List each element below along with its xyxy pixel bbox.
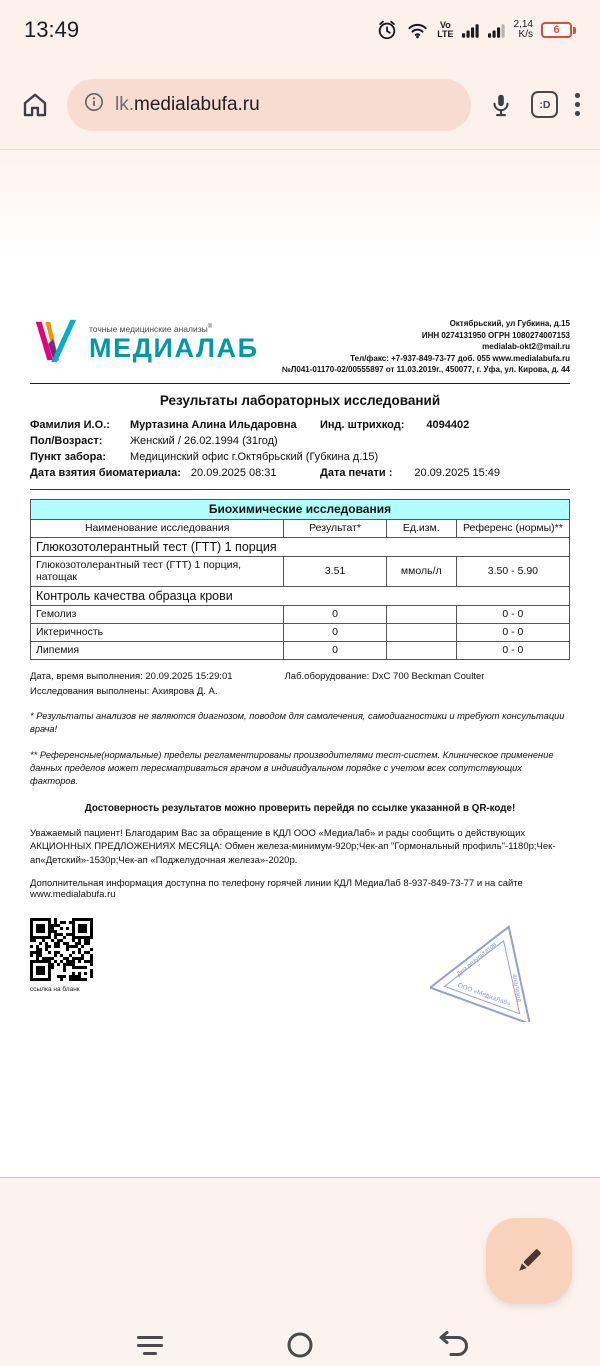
cell-reference: 0 - 0: [456, 623, 569, 641]
qr-code: [30, 918, 93, 981]
cell-name: Иктеричность: [31, 623, 284, 641]
lab-stamp: [430, 918, 556, 1027]
column-header: Результат*: [284, 519, 386, 537]
barcode-value: 4094402: [426, 418, 470, 431]
cell-name: Глюкозотолерантный тест (ГТТ) 1 порция, натощак: [31, 556, 284, 586]
medialab-logo-mark-icon: [30, 318, 80, 369]
site-info-icon[interactable]: [84, 92, 104, 117]
point-label: Пункт забора:: [30, 450, 107, 463]
table-group-title: Глюкозотолерантный тест (ГТТ) 1 порция: [31, 537, 570, 556]
tab-switcher-button[interactable]: [531, 91, 558, 118]
disclaimer-1: * Результаты анализов не являются диагнозом, поводом для самолечения, самодиагностики и требуют консультации врача!: [30, 710, 565, 734]
edit-fab-button[interactable]: [486, 1218, 572, 1304]
cell-unit: [386, 641, 456, 659]
cell-name: Липемия: [31, 641, 284, 659]
patient-name-label: Фамилия И.О.:: [30, 418, 110, 431]
home-nav-button[interactable]: [278, 1323, 322, 1366]
execution-meta: [30, 671, 570, 682]
lab-report-document: [0, 292, 600, 1177]
signal-bars-icon-sim2: [488, 22, 506, 39]
cell-name: Гемолиз: [31, 605, 284, 623]
cell-unit: [386, 623, 456, 641]
table-row: [31, 605, 570, 623]
table-row: [31, 556, 570, 586]
lab-equipment: Лаб.оборудование: DxC 700 Beckman Coulter: [284, 670, 485, 682]
promo-text: Уважаемый пациент! Благодарим Вас за обращение в КДЛ ООО «МедиаЛаб» и рады сообщить о действующих АКЦИОННЫХ ПРЕДЛОЖЕНИЯХ МЕСЯЦА: Обмен железа-минимум-920р;Чек-ап "Гормональный профиль"-1180р;Чек-ап«Детский»-1530р;Чек-ап «Поджелудочная железа»-2020р.: [30, 828, 556, 866]
page-top-margin: [0, 150, 600, 292]
bottom-area: [0, 1178, 600, 1312]
org-contact-line: №Л041-01170-02/00555897 от 11.03.2019г., 450077, г. Уфа, ул. Кирова, д. 44: [281, 365, 570, 375]
tab-count-badge: :D: [539, 98, 551, 111]
cell-reference: 0 - 0: [456, 605, 569, 623]
signal-bars-icon-sim1: [462, 22, 480, 39]
stamp-text-bottom: ООО «МедиаЛаб»: [456, 982, 512, 1008]
biomaterial-date-label: Дата взятия биоматериала:: [30, 466, 181, 479]
table-row: [31, 623, 570, 641]
extra-info-text: Дополнительная информация доступна по телефону горячей линии КДЛ МедиаЛаб 8-937-849-73-77 и на сайте www.medialabufa.ru: [30, 877, 523, 900]
org-contact-line: ИНН 0274131950 ОГРН 1080274007153: [421, 330, 570, 340]
qr-block: [30, 918, 93, 993]
recents-icon: [128, 1323, 172, 1366]
battery-icon: [541, 22, 576, 38]
medialab-logo: [30, 318, 259, 369]
logo-tagline: точные медицинские анализы®: [89, 324, 213, 335]
org-contact-line: Тел/факс: +7-937-849-73-77 доб. 055 www.medialabufa.ru: [350, 353, 570, 363]
column-header: Наименование исследования: [31, 519, 284, 537]
dates-row: [30, 467, 570, 479]
clock-time: 13:49: [24, 17, 80, 42]
execution-datetime: Дата, время выполнения: 20.09.2025 15:29:01: [30, 670, 233, 682]
network-speed: 2,14 K/s: [513, 18, 533, 40]
sex-label: Пол/Возраст:: [30, 434, 103, 447]
cell-unit: [386, 605, 456, 623]
cell-result: 0: [284, 605, 386, 623]
patient-name-value: Муртазина Алина Ильдаровна: [130, 418, 297, 431]
performed-by: Исследования выполнены: Ахиярова Д. А.: [30, 685, 218, 697]
recents-button[interactable]: [128, 1323, 172, 1366]
biomaterial-date-value: 20.09.2025 08:31: [190, 466, 277, 479]
table-row: [31, 641, 570, 659]
results-table-body: [31, 537, 570, 659]
patient-name-row: [30, 419, 570, 431]
print-date-value: 20.09.2025 15:49: [414, 466, 501, 479]
address-bar[interactable]: [67, 79, 471, 131]
voice-search-button[interactable]: [488, 90, 514, 120]
cell-unit: ммоль/л: [386, 556, 456, 586]
point-value: Медицинский офис г.Октябрьский (Губкина д.15): [130, 450, 379, 463]
report-header: [30, 318, 570, 384]
cell-reference: 0 - 0: [456, 641, 569, 659]
pencil-icon: [510, 1242, 548, 1280]
browser-menu-button[interactable]: [575, 93, 580, 116]
cell-result: 0: [284, 623, 386, 641]
url-text: lk.medialabufa.ru: [115, 93, 260, 115]
sex-value: Женский / 26.02.1994 (31год): [130, 434, 278, 447]
stamp-text-left: Для результатов: [455, 940, 498, 979]
home-button[interactable]: [20, 90, 50, 120]
cell-result: 0: [284, 641, 386, 659]
table-section-title: Биохимические исследования: [30, 499, 570, 519]
qr-caption: ссылка на бланк: [30, 985, 80, 993]
back-arrow-icon: [428, 1323, 472, 1366]
patient-info: [30, 419, 570, 490]
org-contact-block: [282, 318, 570, 376]
qr-stamp-row: [30, 918, 570, 1027]
print-date-label: Дата печати :: [320, 466, 393, 479]
wifi-icon: [406, 20, 429, 40]
home-circle-icon: [278, 1323, 322, 1366]
column-header: Референс (нормы)**: [456, 519, 569, 537]
logo-text: [89, 324, 259, 362]
qr-verification-note: Достоверность результатов можно проверить перейдя по ссылке указанной в QR-коде!: [84, 803, 516, 815]
android-nav-bar: [0, 1312, 600, 1366]
stamp-text-right: анализов: [510, 973, 523, 1003]
logo-brand: МЕДИАЛАБ: [89, 333, 259, 364]
volte-indicator: Vo LTE: [437, 19, 454, 39]
table-group-title: Контроль качества образца крови: [31, 586, 570, 605]
alarm-icon: [376, 19, 398, 41]
org-contact-line: medialab-okt2@mail.ru: [482, 342, 570, 352]
status-icons: [376, 19, 576, 41]
org-contact-line: Октябрьский, ул Губкина, д.15: [449, 319, 570, 328]
back-button[interactable]: [428, 1323, 472, 1366]
disclaimer-2: ** Референсные(нормальные) пределы регламентированы производителями тест-систем. Клиническое применение данных пределов может пересматриваться врачом в индивидуальном порядке с учетом всех сопутствующих факторов.: [30, 750, 554, 787]
collection-point-row: [30, 451, 570, 463]
report-title: Результаты лабораторных исследований: [159, 392, 441, 408]
results-table-headrow: [31, 519, 570, 537]
cell-result: 3.51: [284, 556, 386, 586]
barcode-label: Инд. штрихкод:: [320, 418, 405, 431]
status-bar: [0, 0, 600, 60]
battery-percent: 6: [553, 24, 560, 36]
cell-reference: 3.50 - 5.90: [456, 556, 569, 586]
browser-toolbar: [0, 60, 600, 150]
column-header: Ед.изм.: [386, 519, 456, 537]
results-table: [30, 519, 570, 660]
patient-sex-row: [30, 435, 570, 447]
